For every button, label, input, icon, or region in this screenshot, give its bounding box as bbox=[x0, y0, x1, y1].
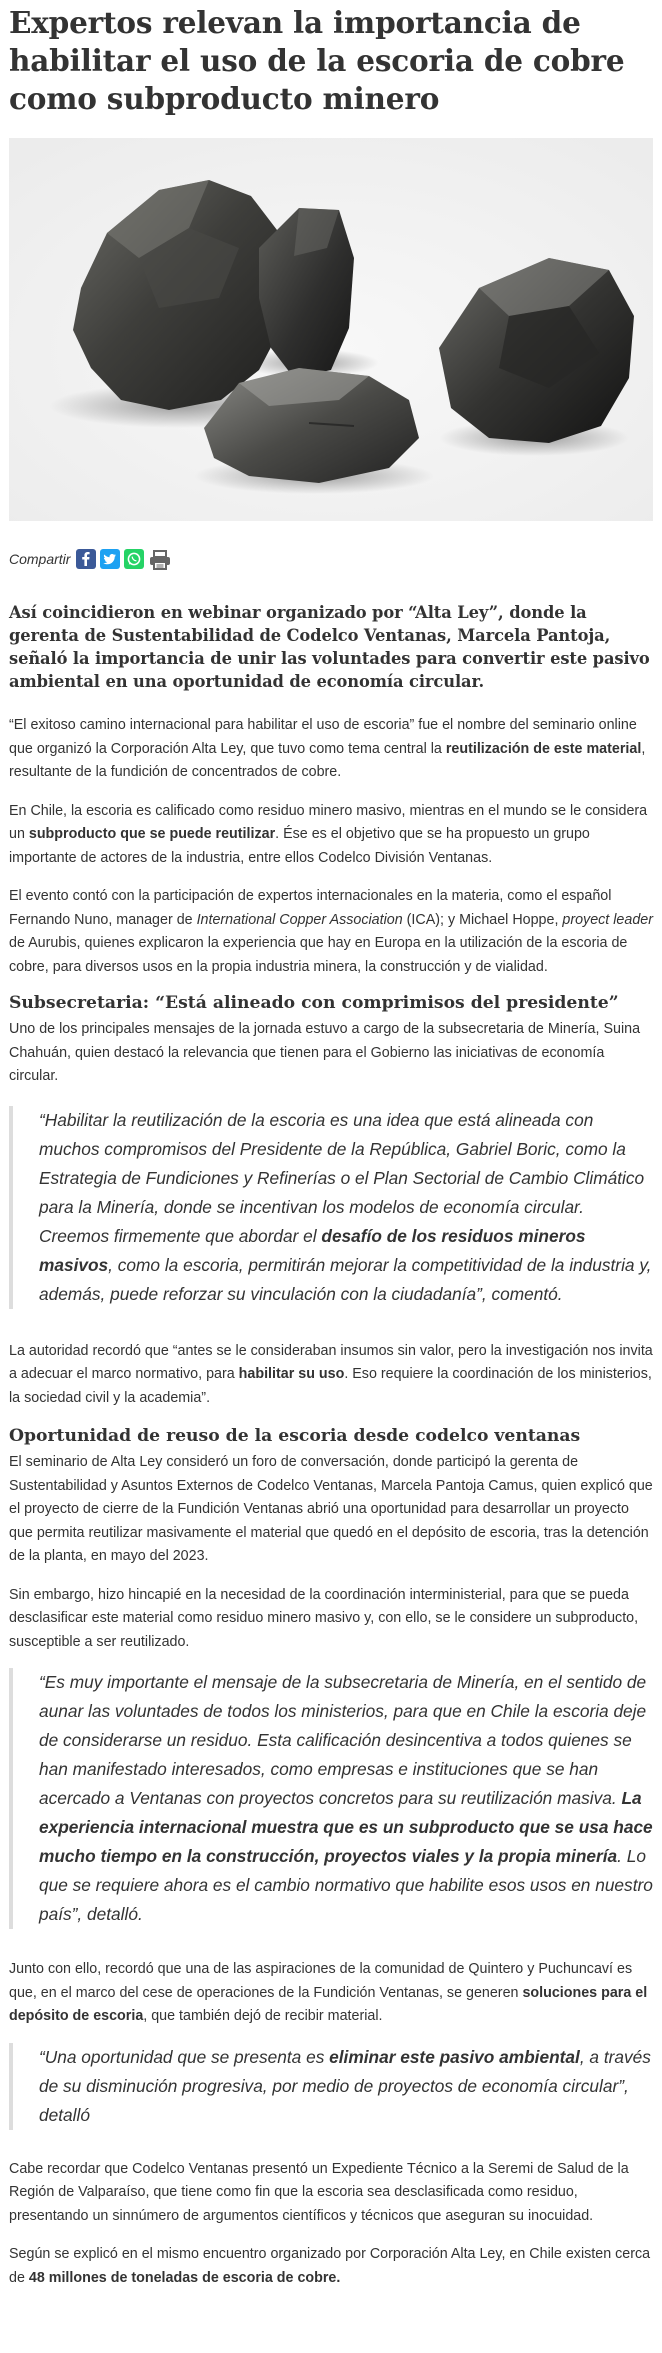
paragraph-1: “El exitoso camino internacional para habilitar el uso de escoria” fue el nombre del seminario online que organizó la Corporación Alta Ley, que tuvo como tema central la reutilización de este material, resultante de la fundición de concentrados de cobre. bbox=[9, 717, 646, 780]
article-lead: Así coincidieron en webinar organizado por “Alta Ley”, donde la gerenta de Sustentabilidad de Codelco Ventanas, Marcela Pantoja, señaló la importancia de unir las voluntades para convertir este pasivo ambiental en una oportunidad de economía circular. bbox=[9, 603, 650, 691]
section-heading-oportunidad: Oportunidad de reuso de la escoria desde codelco ventanas bbox=[9, 1426, 581, 1446]
whatsapp-share-button[interactable] bbox=[124, 549, 144, 569]
whatsapp-icon bbox=[124, 549, 144, 569]
quote-pantoja bbox=[9, 1668, 653, 1929]
share-bar bbox=[9, 547, 653, 571]
facebook-share-button[interactable] bbox=[76, 549, 96, 569]
hero-image bbox=[9, 138, 653, 521]
quote-text: “Habilitar la reutilización de la escoria es una idea que está alineada con muchos compromisos del Presidente de la República, Gabriel Boric, como la Estrategia de Fundiciones y Refinerías o el Plan Sectorial de Cambio Climático para la Minería, donde se incentivan los modelos de economía circular. Creemos firmemente que abordar el desafío de los residuos mineros masivos, como la escoria, permitirán mejorar la competitividad de la industria y, además, puede reforzar su vinculación con la ciudadanía”, comentó. bbox=[39, 1109, 652, 1304]
section-heading-subsecretaria: Subsecretaria: “Está alineado con comprimisos del presidente” bbox=[9, 993, 619, 1013]
paragraph-7: Sin embargo, hizo hincapié en la necesidad de la coordinación interministerial, para que se pueda desclasificar este material como residuo minero masivo y, con ello, se le considere un subproducto, susceptible a ser reutilizado. bbox=[9, 1586, 639, 1650]
slag-rocks-illustration bbox=[9, 138, 653, 521]
quote-text: “Una oportunidad que se presenta es eliminar este pasivo ambiental, a través de su disminución progresiva, por medio de proyectos de economía circular”, detalló bbox=[39, 2046, 651, 2125]
paragraph-4: Uno de los principales mensajes de la jornada estuvo a cargo de la subsecretaria de Minería, Suina Chahuán, quien destacó la relevancia que tienen para el Gobierno las iniciativas de economía circular. bbox=[9, 1021, 641, 1084]
share-label: Compartir bbox=[9, 551, 71, 567]
quote-subsecretaria bbox=[9, 1106, 653, 1309]
quote-pasivo-ambiental bbox=[9, 2043, 653, 2130]
quote-text: “Es muy importante el mensaje de la subsecretaria de Minería, en el sentido de aunar las voluntades de todos los ministerios, para que en Chile la escoria deje de considerarse un residuo. Esta calificación desincentiva a todos quienes se han manifestado interesados, como empresas e instituciones que se han acercado a Ventanas con proyectos concretos para su reutilización masiva. La experiencia internacional muestra que es un subproducto que se usa hace mucho tiempo en la construcción, proyectos viales y la propia minería. Lo que se requiere ahora es el cambio normativo que habilite esos usos en nuestro país”, detalló. bbox=[39, 1672, 653, 1924]
print-icon bbox=[148, 549, 172, 571]
facebook-icon bbox=[76, 549, 96, 569]
paragraph-5: La autoridad recordó que “antes se le consideraban insumos sin valor, pero la investigación nos invita a adecuar el marco normativo, para habilitar su uso. Eso requiere la coordinación de los ministerios, la sociedad civil y la academia”. bbox=[9, 1342, 653, 1406]
article-title: Expertos relevan la importancia de habilitar el uso de la escoria de cobre como subproducto minero bbox=[9, 5, 625, 116]
print-button[interactable] bbox=[148, 549, 172, 569]
paragraph-10: Según se explicó en el mismo encuentro organizado por Corporación Alta Ley, en Chile existen cerca de 48 millones de toneladas de escoria de cobre. bbox=[9, 2246, 651, 2286]
paragraph-3: El evento contó con la participación de expertos internacionales en la materia, como el español Fernando Nuno, manager de International Copper Association (ICA); y Michael Hoppe, proyect leader de Aurubis, quienes explicaron la experiencia que hay en Europa en la utilización de la escoria de cobre, para diversos usos en la propia industria minera, la construcción y de vialidad. bbox=[9, 888, 653, 975]
article bbox=[9, 0, 653, 2290]
paragraph-9: Cabe recordar que Codelco Ventanas presentó un Expediente Técnico a la Seremi de Salud de la Región de Valparaíso, que tiene como fin que la escoria sea desclasificada como residuo, presentando un sinnúmero de argumentos científicos y técnicos que aseguran su inocuidad. bbox=[9, 2160, 629, 2224]
twitter-icon bbox=[100, 549, 120, 569]
paragraph-8: Junto con ello, recordó que una de las aspiraciones de la comunidad de Quintero y Puchuncaví es que, en el marco del cese de operaciones de la Fundición Ventanas, se generen soluciones para el depósito de escoria, que también dejó de recibir material. bbox=[9, 1961, 648, 2024]
paragraph-6: El seminario de Alta Ley consideró un foro de conversación, donde participó la gerenta de Sustentabilidad y Asuntos Externos de Codelco Ventanas, Marcela Pantoja Camus, quien explicó que el proyecto de cierre de la Fundición Ventanas abrió una oportunidad para desarrollar un proyecto que permita reutilizar masivamente el material que quedó en el depósito de escoria, tras la detención de la planta, en mayo del 2023. bbox=[9, 1454, 653, 1564]
paragraph-2: En Chile, la escoria es calificado como residuo minero masivo, mientras en el mundo se le considera un subproducto que se puede reutilizar. Ése es el objetivo que se ha propuesto un grupo importante de actores de la industria, entre ellos Codelco División Ventanas. bbox=[9, 802, 648, 866]
twitter-share-button[interactable] bbox=[100, 549, 120, 569]
